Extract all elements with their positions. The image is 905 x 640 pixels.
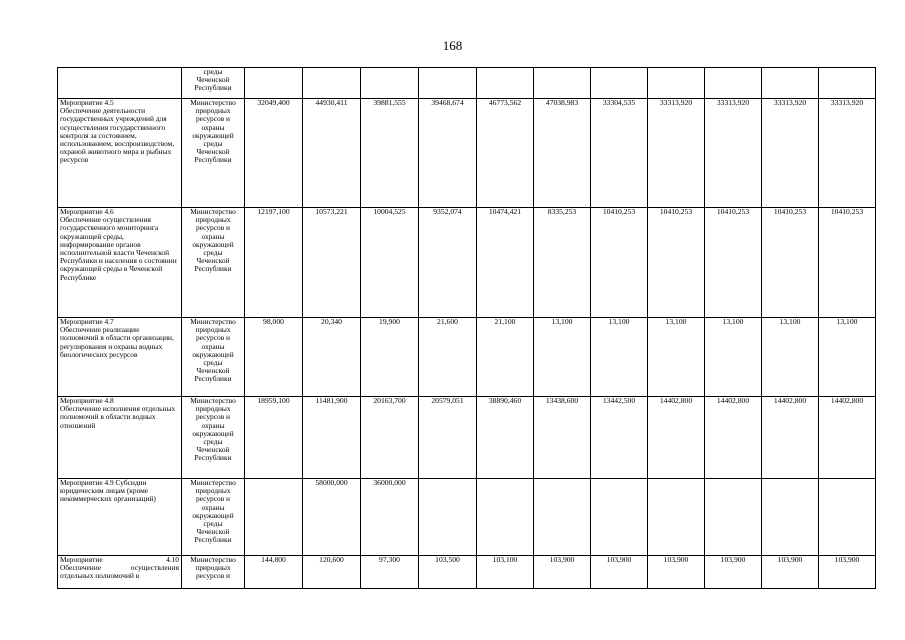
funding-value-cell: 120,600: [303, 556, 361, 589]
funding-value-cell: [705, 479, 762, 556]
funding-value-cell: 103,900: [762, 556, 819, 589]
executor-text-line: природных: [195, 215, 231, 225]
executor-text-line: среды: [203, 437, 223, 447]
table-row: [58, 556, 876, 589]
executor-text-line: Министерство: [190, 478, 236, 487]
funding-value-cell: 21,100: [477, 318, 534, 397]
executor-cell: [182, 479, 245, 556]
funding-value-cell: 103,900: [705, 556, 762, 589]
funding-value-cell: 14402,800: [648, 397, 705, 479]
table-row: [58, 397, 876, 479]
funding-value-cell: 38890,460: [477, 397, 534, 479]
measure-name-cell: [58, 208, 182, 318]
executor-cell: [182, 556, 245, 589]
funding-value-cell: 12197,100: [245, 208, 303, 318]
executor-text-line: среды: [203, 519, 223, 529]
funding-value-cell: 39468,674: [419, 99, 477, 208]
executor-text-line: охраны: [201, 122, 225, 132]
executor-text-line: окружающей: [192, 349, 234, 359]
table-row: [58, 68, 876, 99]
executor-text-line: ресурсов и: [195, 223, 230, 233]
executor-text-line: Чеченской: [196, 445, 230, 455]
executor-text-line: Республики: [194, 374, 232, 384]
executor-text-line: окружающей: [192, 239, 234, 249]
funding-value-cell: 44930,411: [303, 99, 361, 208]
funding-value-cell: 103,500: [419, 556, 477, 589]
measure-number: 4.10: [166, 555, 179, 564]
executor-text-line: среды: [203, 67, 223, 76]
measure-name-cell: [58, 556, 182, 589]
funding-value-cell: 10410,253: [819, 208, 876, 318]
executor-text-line: природных: [195, 106, 231, 116]
funding-value-cell: [762, 68, 819, 99]
funding-value-cell: 10410,253: [591, 208, 648, 318]
funding-value-cell: 103,900: [534, 556, 591, 589]
executor-text-line: Министерство: [190, 555, 236, 564]
measure-text-line: Мероприятие 4.7: [60, 317, 114, 326]
table-row: [58, 479, 876, 556]
funding-value-cell: 14402,800: [819, 397, 876, 479]
measure-text-line: Обеспечение осуществления государственного мониторинга окружающей среды, информирование органов исполнительной власти Чеченской Республики и населения о состоянии окружающей среды в Чеченской Республике: [60, 215, 177, 282]
executor-text-line: природных: [195, 404, 231, 414]
funding-value-cell: [477, 479, 534, 556]
executor-text-line: Республики: [194, 83, 232, 93]
funding-value-cell: 46773,562: [477, 99, 534, 208]
funding-value-cell: [477, 68, 534, 99]
funding-value-cell: 98,000: [245, 318, 303, 397]
measure-name-cell: [58, 479, 182, 556]
funding-value-cell: [819, 68, 876, 99]
funding-value-cell: 32049,400: [245, 99, 303, 208]
executor-text-line: Чеченской: [196, 147, 230, 157]
funding-value-cell: 33313,920: [762, 99, 819, 208]
funding-value-cell: 13,100: [591, 318, 648, 397]
funding-value-cell: 103,900: [591, 556, 648, 589]
funding-value-cell: 20163,700: [361, 397, 419, 479]
funding-value-cell: 39881,555: [361, 99, 419, 208]
page-number: 168: [442, 38, 463, 53]
executor-text-line: Чеченской: [196, 366, 230, 376]
funding-value-cell: 47038,983: [534, 99, 591, 208]
executor-text-line: природных: [195, 486, 231, 496]
measure-name-cell: [58, 68, 182, 99]
funding-value-cell: 10474,421: [477, 208, 534, 318]
executor-cell: [182, 68, 245, 99]
executor-text-line: среды: [203, 248, 223, 258]
executor-text-line: природных: [195, 325, 231, 335]
executor-text-line: природных: [195, 563, 231, 573]
executor-cell: [182, 397, 245, 479]
funding-value-cell: 20579,051: [419, 397, 477, 479]
executor-text-line: Чеченской: [196, 256, 230, 266]
table-row: [58, 318, 876, 397]
funding-value-cell: 10004,525: [361, 208, 419, 318]
funding-value-cell: 10410,253: [762, 208, 819, 318]
executor-text-line: Министерство: [190, 207, 236, 216]
funding-value-cell: 103,900: [819, 556, 876, 589]
executor-cell: [182, 99, 245, 208]
funding-value-cell: [419, 479, 477, 556]
funding-value-cell: [705, 68, 762, 99]
funding-value-cell: 18959,100: [245, 397, 303, 479]
executor-text-line: Республики: [194, 264, 232, 274]
executor-text-line: Министерство: [190, 317, 236, 326]
executor-text-line: охраны: [201, 420, 225, 430]
executor-text-line: Республики: [194, 453, 232, 463]
funding-value-cell: 9352,074: [419, 208, 477, 318]
executor-text-line: ресурсов и: [195, 571, 230, 581]
funding-value-cell: 13,100: [762, 318, 819, 397]
measure-text-line: Мероприятие 4.6: [60, 207, 114, 216]
measure-name-cell: [58, 397, 182, 479]
executor-text-line: Республики: [194, 155, 232, 165]
funding-value-cell: 58000,000: [303, 479, 361, 556]
funding-value-cell: [245, 479, 303, 556]
funding-value-cell: [591, 479, 648, 556]
funding-value-cell: 20,340: [303, 318, 361, 397]
funding-value-cell: [648, 68, 705, 99]
measure-name-cell: [58, 318, 182, 397]
executor-text-line: ресурсов и: [195, 494, 230, 504]
funding-value-cell: 33304,535: [591, 99, 648, 208]
funding-value-cell: 13438,600: [534, 397, 591, 479]
executor-text-line: среды: [203, 358, 223, 368]
executor-cell: [182, 318, 245, 397]
funding-value-cell: 97,300: [361, 556, 419, 589]
funding-value-cell: 19,900: [361, 318, 419, 397]
executor-text-line: окружающей: [192, 428, 234, 438]
funding-value-cell: 13,100: [705, 318, 762, 397]
funding-value-cell: [419, 68, 477, 99]
executor-text-line: Чеченской: [196, 75, 230, 85]
executor-cell: [182, 208, 245, 318]
funding-value-cell: [361, 68, 419, 99]
executor-text-line: Министерство: [190, 396, 236, 405]
funding-value-cell: 11481,900: [303, 397, 361, 479]
funding-value-cell: [648, 479, 705, 556]
funding-value-cell: [245, 68, 303, 99]
funding-value-cell: 36000,000: [361, 479, 419, 556]
funding-value-cell: [591, 68, 648, 99]
executor-text-line: окружающей: [192, 130, 234, 140]
executor-text-line: охраны: [201, 502, 225, 512]
funding-value-cell: 14402,800: [762, 397, 819, 479]
funding-value-cell: [303, 68, 361, 99]
executor-text-line: ресурсов и: [195, 412, 230, 422]
executor-text-line: ресурсов и: [195, 333, 230, 343]
executor-text-line: охраны: [201, 231, 225, 241]
funding-value-cell: 14402,800: [705, 397, 762, 479]
funding-value-cell: 33313,920: [648, 99, 705, 208]
funding-value-cell: [534, 479, 591, 556]
funding-value-cell: 10410,253: [705, 208, 762, 318]
table-row: [58, 208, 876, 318]
measure-text-line: Обеспечение реализации полномочий в области организации, регулирования и охраны водных биологических ресурсов: [60, 325, 174, 359]
funding-value-cell: 10573,221: [303, 208, 361, 318]
executor-text-line: окружающей: [192, 510, 234, 520]
funding-value-cell: 13,100: [648, 318, 705, 397]
budget-table: [57, 67, 876, 589]
executor-text-line: ресурсов и: [195, 114, 230, 124]
executor-text-line: охраны: [201, 341, 225, 351]
measure-text-line: Обеспечение деятельности государственных учреждений для осуществления государственного контроля за состоянием, использованием, воспроизводством, охраной животного мира и рыбных ресурсов: [60, 106, 175, 165]
table-row: [58, 99, 876, 208]
funding-value-cell: 13442,500: [591, 397, 648, 479]
executor-text-line: среды: [203, 139, 223, 149]
measure-label: Мероприятие: [60, 555, 103, 564]
funding-value-cell: 33313,920: [819, 99, 876, 208]
funding-value-cell: 103,100: [477, 556, 534, 589]
measure-text-line: Мероприятие 4.5: [60, 98, 114, 107]
funding-value-cell: 13,100: [534, 318, 591, 397]
measure-description: Обеспечение осуществления отдельных полномочий в: [60, 563, 179, 581]
funding-value-cell: [819, 479, 876, 556]
measure-text-line: Мероприятие 4.9 Субсидии юридическим лицам (кроме некоммерческих организаций): [60, 478, 156, 504]
funding-value-cell: 33313,920: [705, 99, 762, 208]
measure-name-cell: [58, 99, 182, 208]
funding-value-cell: 21,600: [419, 318, 477, 397]
funding-value-cell: 10410,253: [648, 208, 705, 318]
measure-text-line: Мероприятие 4.8: [60, 396, 114, 405]
funding-value-cell: 13,100: [819, 318, 876, 397]
executor-text-line: Чеченской: [196, 527, 230, 537]
funding-value-cell: 144,800: [245, 556, 303, 589]
executor-text-line: Республики: [194, 535, 232, 545]
funding-value-cell: [534, 68, 591, 99]
funding-value-cell: 103,900: [648, 556, 705, 589]
funding-value-cell: 8335,253: [534, 208, 591, 318]
funding-value-cell: [762, 479, 819, 556]
executor-text-line: Министерство: [190, 98, 236, 107]
measure-text-line: Обеспечение исполнения отдельных полномочий в области водных отношений: [60, 404, 176, 430]
